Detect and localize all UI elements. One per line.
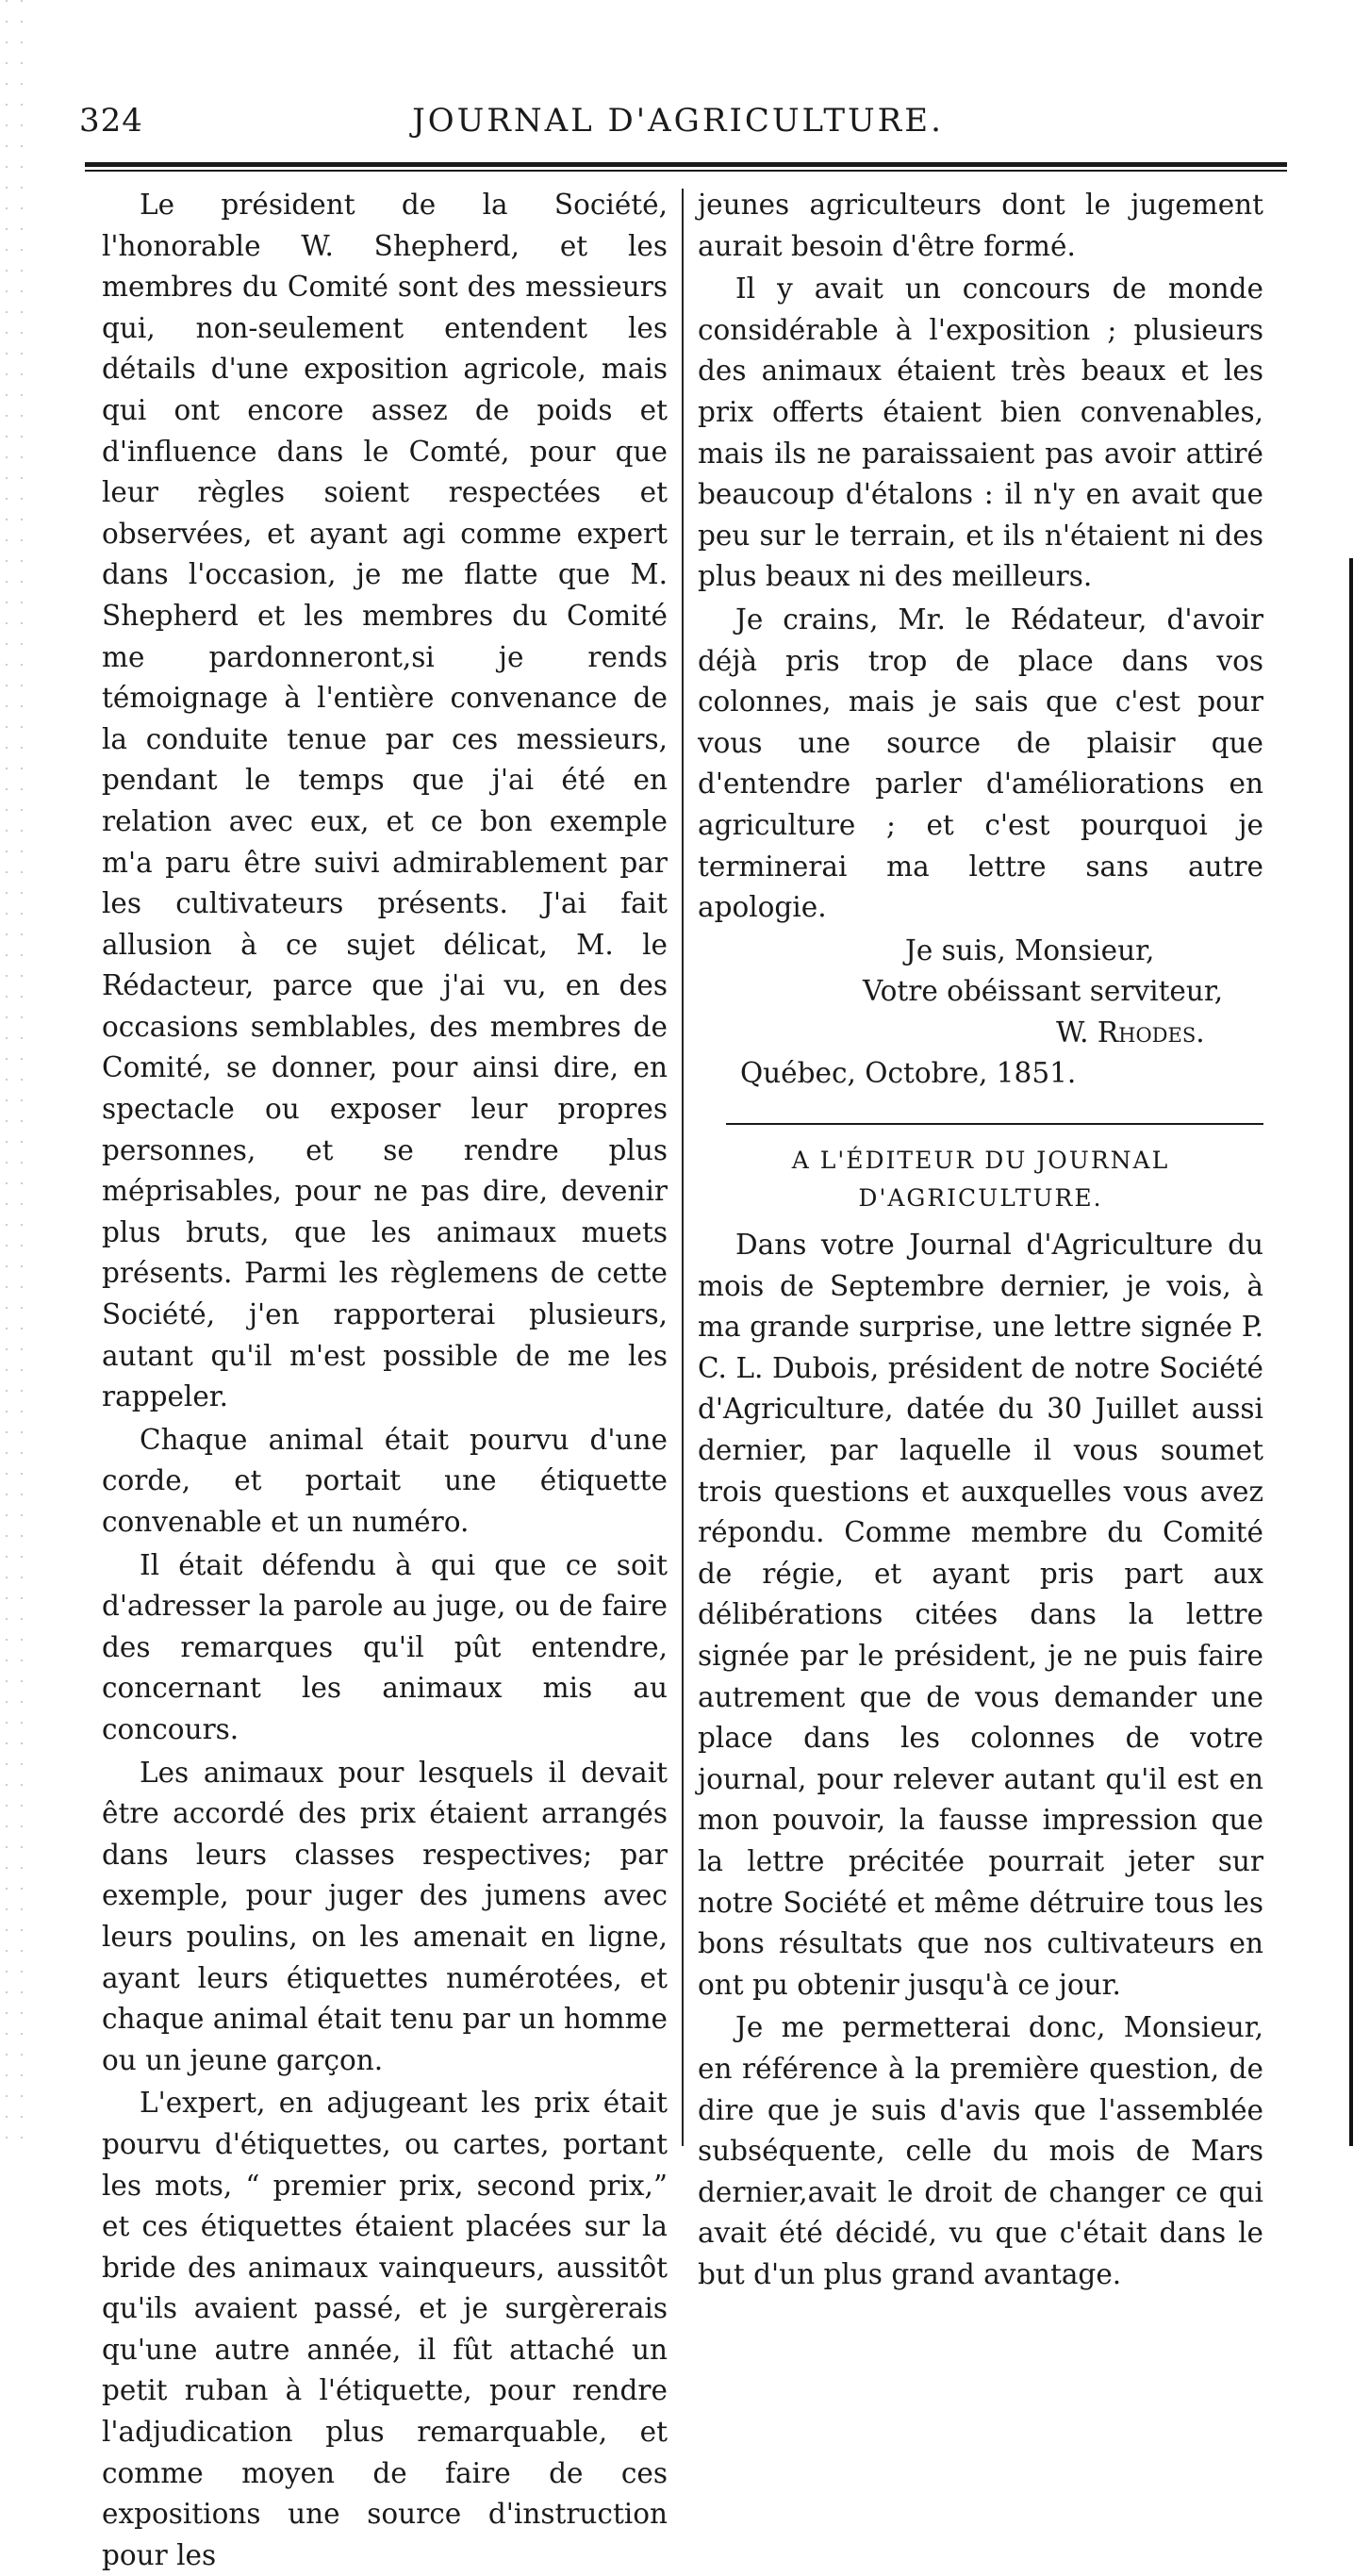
paragraph: Je crains, Mr. le Rédateur, d'avoir déjà pris trop de place dans vos colonnes, mais je sais que c'est pour vous une source de plaisir que d'entendre parler d'améliorations en agriculture ; et c'est pourquoi je terminerai ma lettre sans autre apologie. — [698, 603, 1263, 924]
closing-place-date: Québec, Octobre, 1851. — [740, 1057, 1077, 1090]
closing-signature: W. Rhodes. — [1056, 1016, 1205, 1049]
paragraph: Je me permetterai donc, Monsieur, en référence à la première question, de dire que je suis d'avis que l'assemblée subséquente, celle du mois de Mars dernier,avait le droit de changer ce qui avait été décidé, vu que c'était dans le but d'un plus grand avantage. — [698, 2011, 1263, 2290]
letter-closing — [698, 931, 1263, 1095]
scan-edge-dots — [6, 0, 8, 2146]
paragraph: jeunes agriculteurs dont le jugement aurait besoin d'être formé. — [698, 189, 1263, 262]
paragraph: Il y avait un concours de monde considérable à l'exposition ; plusieurs des animaux étaient très beaux et les prix offerts étaient bien convenables, mais ils ne paraissaient pas avoir attiré beaucoup d'étalons : il n'y en avait que peu sur le terrain, et ils n'étaient ni des plus beaux ni des meilleurs. — [698, 272, 1263, 593]
column-divider — [682, 189, 684, 2146]
scan-edge-dots — [21, 0, 23, 2146]
section-heading: A L'ÉDITEUR DU JOURNAL D'AGRICULTURE. — [791, 1147, 1170, 1213]
right-column — [698, 185, 1263, 2296]
paragraph: Il était défendu à qui que ce soit d'adresser la parole au juge, ou de faire des remarques qu'il pût entendre, concernant les animaux mis au concours. — [102, 1548, 668, 1745]
running-title: JOURNAL D'AGRICULTURE. — [412, 102, 944, 140]
paragraph: Le président de la Société, l'honorable W. Shepherd, et les membres du Comité sont des messieurs qui, non-seulement entendent les détails d'une exposition agricole, mais qui ont encore assez de poids et d'influence dans le Comté, pour que leur règles soient respectées et observées, et ayant agi comme expert dans l'occasion, je me flatte que M. Shepherd et les membres du Comité me pardonneront,si je rends témoignage à l'entière convenance de la conduite tenue par ces messieurs, pendant le temps que j'ai été en relation avec eux, et ce bon exemple m'a paru être suivi admirablement par les cultivateurs présents. J'ai fait allusion à ce sujet délicat, M. le Rédacteur, parce que j'ai vu, en des occasions semblables, des membres de Comité, se donner, pour ainsi dire, en spectacle ou exposer leur propres personnes, et se rendre plus méprisables, pour ne pas dire, devenir plus bruts, que les animaux muets présents. Parmi les règlemens de cette Société, j'en rapporterai plusieurs, autant qu'il m'est possible de me les rappeler. — [102, 189, 668, 1413]
closing-salutation: Je suis, Monsieur, — [905, 933, 1155, 966]
left-column — [102, 185, 668, 2576]
paragraph: Dans votre Journal d'Agriculture du mois de Septembre dernier, je vois, à ma grande surprise, une lettre signée P. C. L. Dubois, président de notre Société d'Agriculture, datée du 30 Juillet aussi dernier, par laquelle il vous soumet trois questions et auxquelles vous avez répondu. Comme membre du Comité de régie, et ayant pris part aux délibérations citées dans la lettre signée par le président, je ne puis faire autrement que de vous demander une place dans les colonnes de votre journal, pour relever autant qu'il est en mon pouvoir, la fausse impression que la lettre précitée pourrait jeter sur notre Société et même détruire tous les bons résultats que nos cultivateurs en ont pu obtenir jusqu'à ce jour. — [698, 1229, 1263, 2001]
paragraph: L'expert, en adjugeant les prix était pourvu d'étiquettes, ou cartes, portant les mots, “ premier prix, second prix,” et ces étiquettes étaient placées sur la bride des animaux vainqueurs, aussitôt qu'ils avaient passé, et je surgèrerais qu'une autre année, il fût attaché un petit ruban à l'étiquette, pour rendre l'adjudication plus remarquable, et comme moyen de faire de ces expositions une source d'instruction pour les — [102, 2087, 668, 2571]
margin-rule — [1349, 558, 1353, 2146]
header-rule-thin — [85, 170, 1287, 172]
paragraph: Les animaux pour lesquels il devait être accordé des prix étaient arrangés dans leurs classes respectives; par exemple, pour juger des jumens avec leurs poulins, on les amenait en ligne, ayant leurs étiquettes numérotées, et chaque animal était tenu par un homme ou un jeune garçon. — [102, 1756, 668, 2076]
header-rule-thick — [85, 162, 1287, 167]
section-rule — [726, 1123, 1263, 1125]
page-number: 324 — [79, 102, 143, 140]
closing-valediction: Votre obéissant serviteur, — [863, 975, 1224, 1008]
page-header — [79, 102, 1277, 149]
paragraph: Chaque animal était pourvu d'une corde, et portait une étiquette convenable et un numéro. — [102, 1423, 668, 1538]
